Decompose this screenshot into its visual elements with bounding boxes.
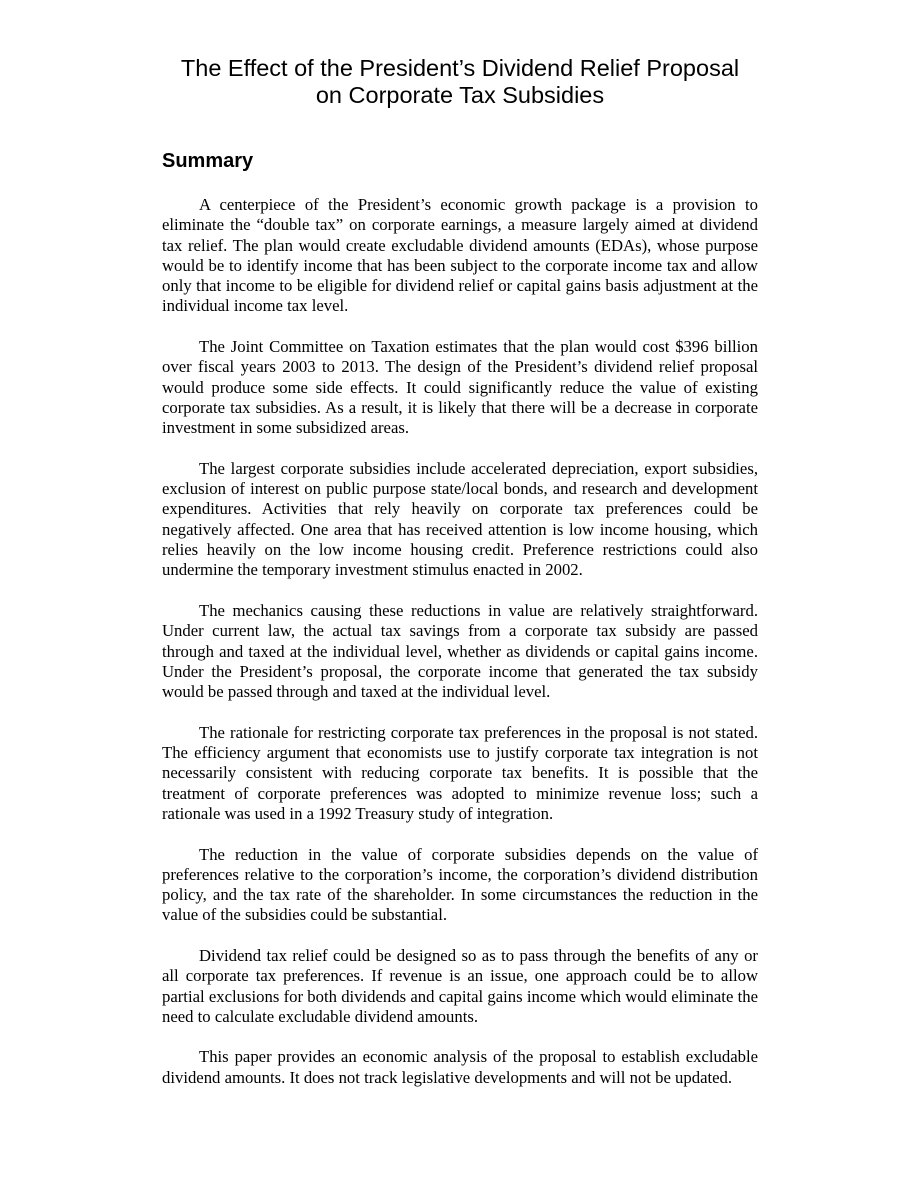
paragraph: The largest corporate subsidies include accelerated depreciation, export subsidies, exclusion of interest on public purpose state/local bonds, and research and development expenditures. Activities that rely heavily on corporate tax preferences could be negatively affected. One area that has received attention is low income housing, which relies heavily on the low income housing credit. Preference restrictions could also undermine the temporary investment stimulus enacted in 2002.: [162, 458, 758, 580]
document-title: [132, 55, 788, 109]
paragraph: The Joint Committee on Taxation estimates that the plan would cost $396 billion over fiscal years 2003 to 2013. The design of the President’s dividend relief proposal would produce some side effects. It could significantly reduce the value of existing corporate tax subsidies. As a result, it is likely that there will be a decrease in corporate investment in some subsidized areas.: [162, 337, 758, 438]
paragraph: The mechanics causing these reductions in value are relatively straightforward. Under current law, the actual tax savings from a corporate tax subsidy are passed through and taxed at the individual level, whether as dividends or capital gains income. Under the President’s proposal, the corporate income that generated the tax subsidy would be passed through and taxed at the individual level.: [162, 600, 758, 702]
paragraph: The reduction in the value of corporate subsidies depends on the value of preferences relative to the corporation’s income, the corporation’s dividend distribution policy, and the tax rate of the shareholder. In some circumstances the reduction in the value of the subsidies could be substantial.: [162, 844, 758, 925]
section-heading-summary: Summary: [162, 150, 254, 172]
summary-body: [162, 195, 758, 1108]
title-line-1: The Effect of the President’s Dividend Relief Proposal: [180, 55, 740, 81]
paragraph: This paper provides an economic analysis of the proposal to establish excludable dividend amounts. It does not track legislative developments and will not be updated.: [162, 1047, 758, 1087]
paragraph: The rationale for restricting corporate tax preferences in the proposal is not stated. The efficiency argument that economists use to justify corporate tax integration is not necessarily consistent with reducing corporate tax benefits. It is possible that the treatment of corporate preferences was adopted to minimize revenue loss; such a rationale was used in a 1992 Treasury study of integration.: [162, 722, 758, 823]
document-page: [162, 55, 758, 1087]
title-line-2: on Corporate Tax Subsidies: [315, 82, 605, 108]
paragraph: A centerpiece of the President’s economic growth package is a provision to eliminate the “double tax” on corporate earnings, a measure largely aimed at dividend tax relief. The plan would create excludable dividend amounts (EDAs), whose purpose would be to identify income that has been subject to the corporate income tax and allow only that income to be eligible for dividend relief or capital gains basis adjustment at the individual income tax level.: [162, 195, 758, 316]
paragraph: Dividend tax relief could be designed so as to pass through the benefits of any or all corporate tax preferences. If revenue is an issue, one approach could be to allow partial exclusions for both dividends and capital gains income which would eliminate the need to calculate excludable dividend amounts.: [162, 945, 758, 1026]
